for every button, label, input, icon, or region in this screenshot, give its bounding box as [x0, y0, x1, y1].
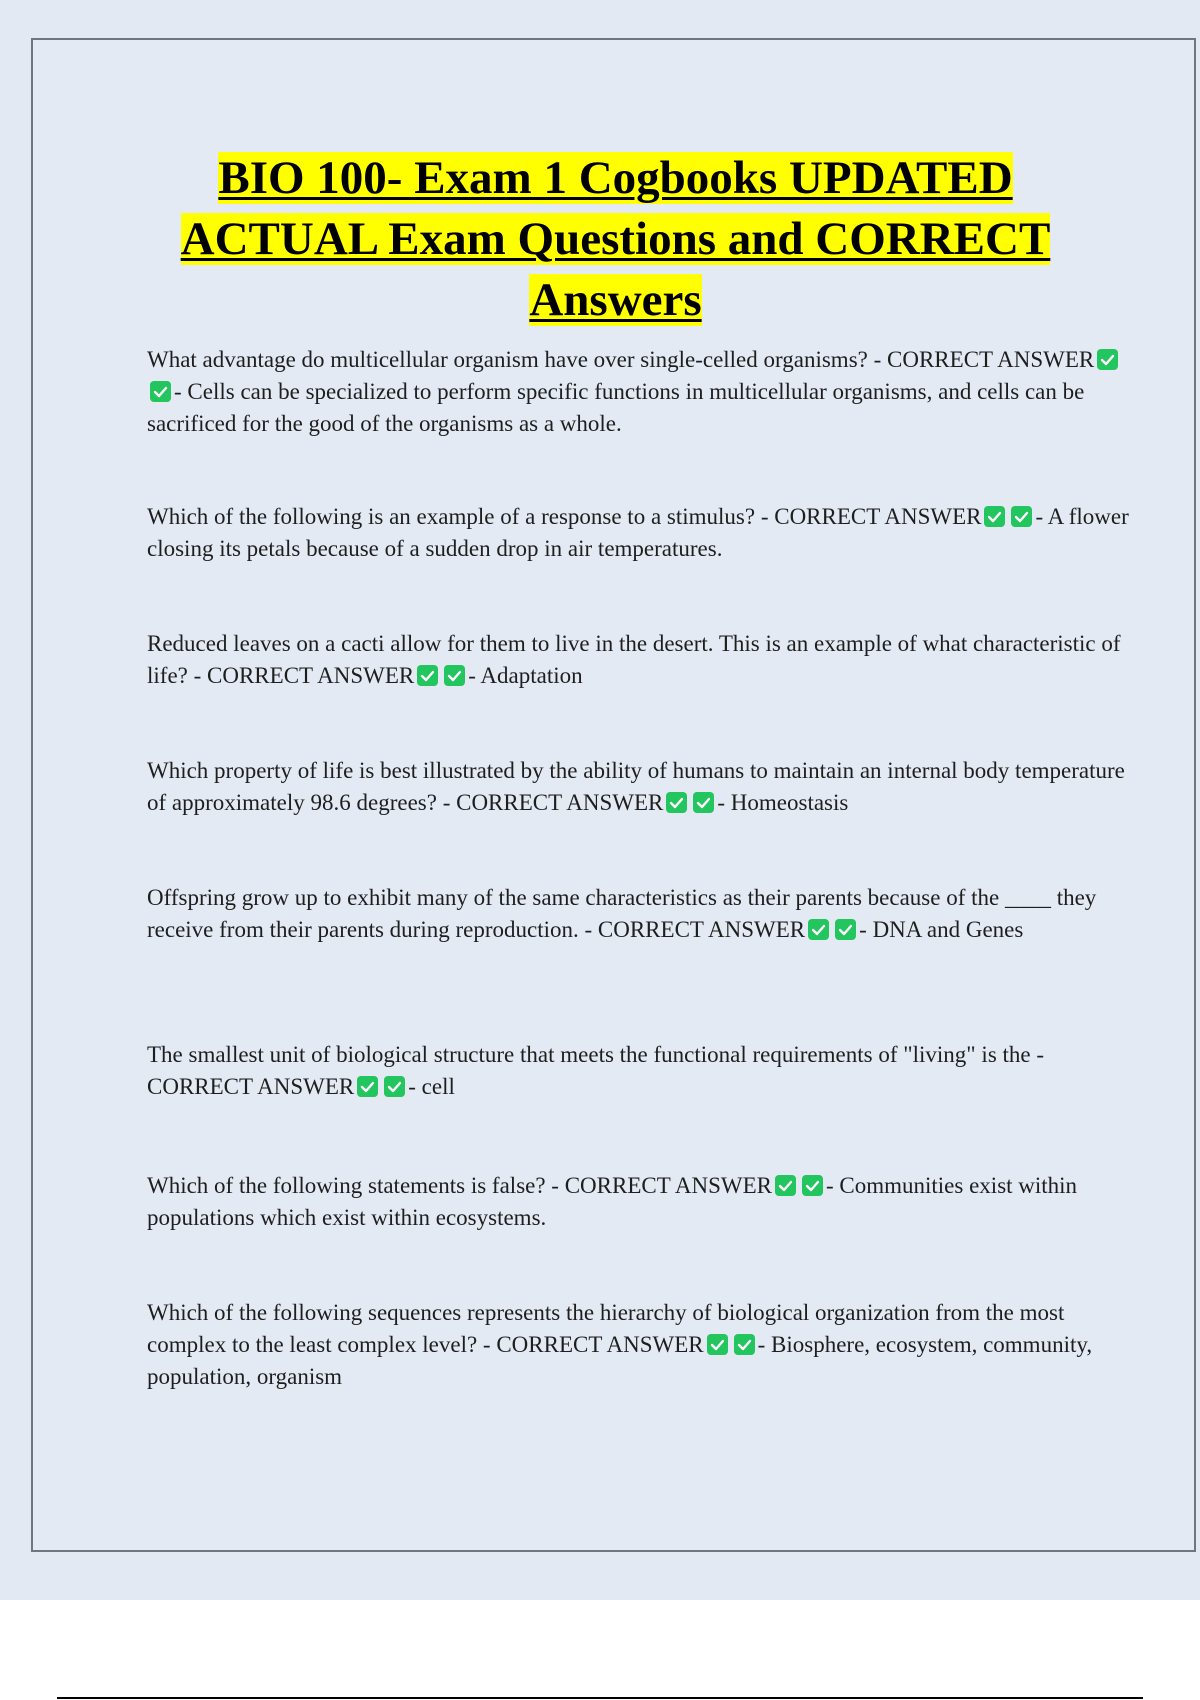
footer-divider [57, 1697, 1143, 1699]
qa-item [147, 628, 1132, 692]
answer-separator: - [757, 1332, 772, 1357]
answer-text: Communities exist within populations which exist within ecosystems. [147, 1173, 1078, 1230]
answer-separator: - [174, 379, 188, 404]
question-text: What advantage do multicellular organism have over single-celled organisms? - CORRECT ANSWER [147, 347, 1095, 372]
check-mark-icon [802, 1175, 823, 1196]
check-mark-icon [835, 919, 856, 940]
check-mark-icon [384, 1076, 405, 1097]
check-mark-icon [775, 1175, 796, 1196]
check-mark-icon [417, 665, 438, 686]
check-mark-icon [808, 919, 829, 940]
answer-separator: - [468, 663, 481, 688]
answer-text: Homeostasis [730, 790, 849, 815]
question-text: Which of the following is an example of a response to a stimulus? - CORRECT ANSWER [147, 504, 982, 529]
answer-separator: - [717, 790, 731, 815]
qa-item [147, 1297, 1132, 1393]
check-mark-icon [666, 792, 687, 813]
document-page [31, 38, 1196, 1552]
qa-item [147, 1170, 1132, 1234]
answer-separator: - [859, 917, 873, 942]
check-mark-icon [707, 1334, 728, 1355]
title-line: Answers [529, 274, 702, 326]
answer-separator: - [825, 1173, 840, 1198]
check-mark-icon [1011, 506, 1032, 527]
check-mark-icon [357, 1076, 378, 1097]
check-mark-icon [693, 792, 714, 813]
question-text: Reduced leaves on a cacti allow for them to live in the desert. This is an example of what characteristic of life? - CORRECT ANSWER [147, 631, 1121, 688]
question-text: Which of the following statements is false? - CORRECT ANSWER [147, 1173, 772, 1198]
qa-item [147, 755, 1132, 819]
qa-item [147, 501, 1132, 565]
check-mark-icon [984, 506, 1005, 527]
answer-separator: - [408, 1074, 422, 1099]
question-text: Which of the following sequences represents the hierarchy of biological organization from the most complex to the least complex level? - CORRECT ANSWER [147, 1300, 1065, 1357]
answer-text: Cells can be specialized to perform specific functions in multicellular organisms, and cells can be sacrificed for the good of the organisms as a whole. [147, 379, 1085, 436]
question-text: Offspring grow up to exhibit many of the same characteristics as their parents because of the ____ they receive from their parents during reproduction. - CORRECT ANSWER [147, 885, 1097, 942]
qa-item [147, 1039, 1132, 1103]
check-mark-icon [444, 665, 465, 686]
answer-separator: - [1035, 504, 1048, 529]
qa-item [147, 344, 1132, 440]
question-text: The smallest unit of biological structure that meets the functional requirements of "living" is the - CORRECT ANSWER [147, 1042, 1045, 1099]
title-line: ACTUAL Exam Questions and CORRECT [180, 213, 1051, 265]
question-text: Which property of life is best illustrated by the ability of humans to maintain an internal body temperature of approximately 98.6 degrees? - CORRECT ANSWER [147, 758, 1125, 815]
answer-text: cell [421, 1074, 455, 1099]
answer-text: A flower closing its petals because of a sudden drop in air temperatures. [147, 504, 1129, 561]
check-mark-icon [1097, 349, 1118, 370]
qa-item [147, 882, 1132, 946]
document-title [33, 148, 1198, 331]
answer-text: Adaptation [480, 663, 583, 688]
answer-text: Biosphere, ecosystem, community, population, organism [147, 1332, 1093, 1389]
title-line: BIO 100- Exam 1 Cogbooks UPDATED [218, 152, 1013, 204]
check-mark-icon [150, 381, 171, 402]
answer-text: DNA and Genes [872, 917, 1024, 942]
check-mark-icon [734, 1334, 755, 1355]
